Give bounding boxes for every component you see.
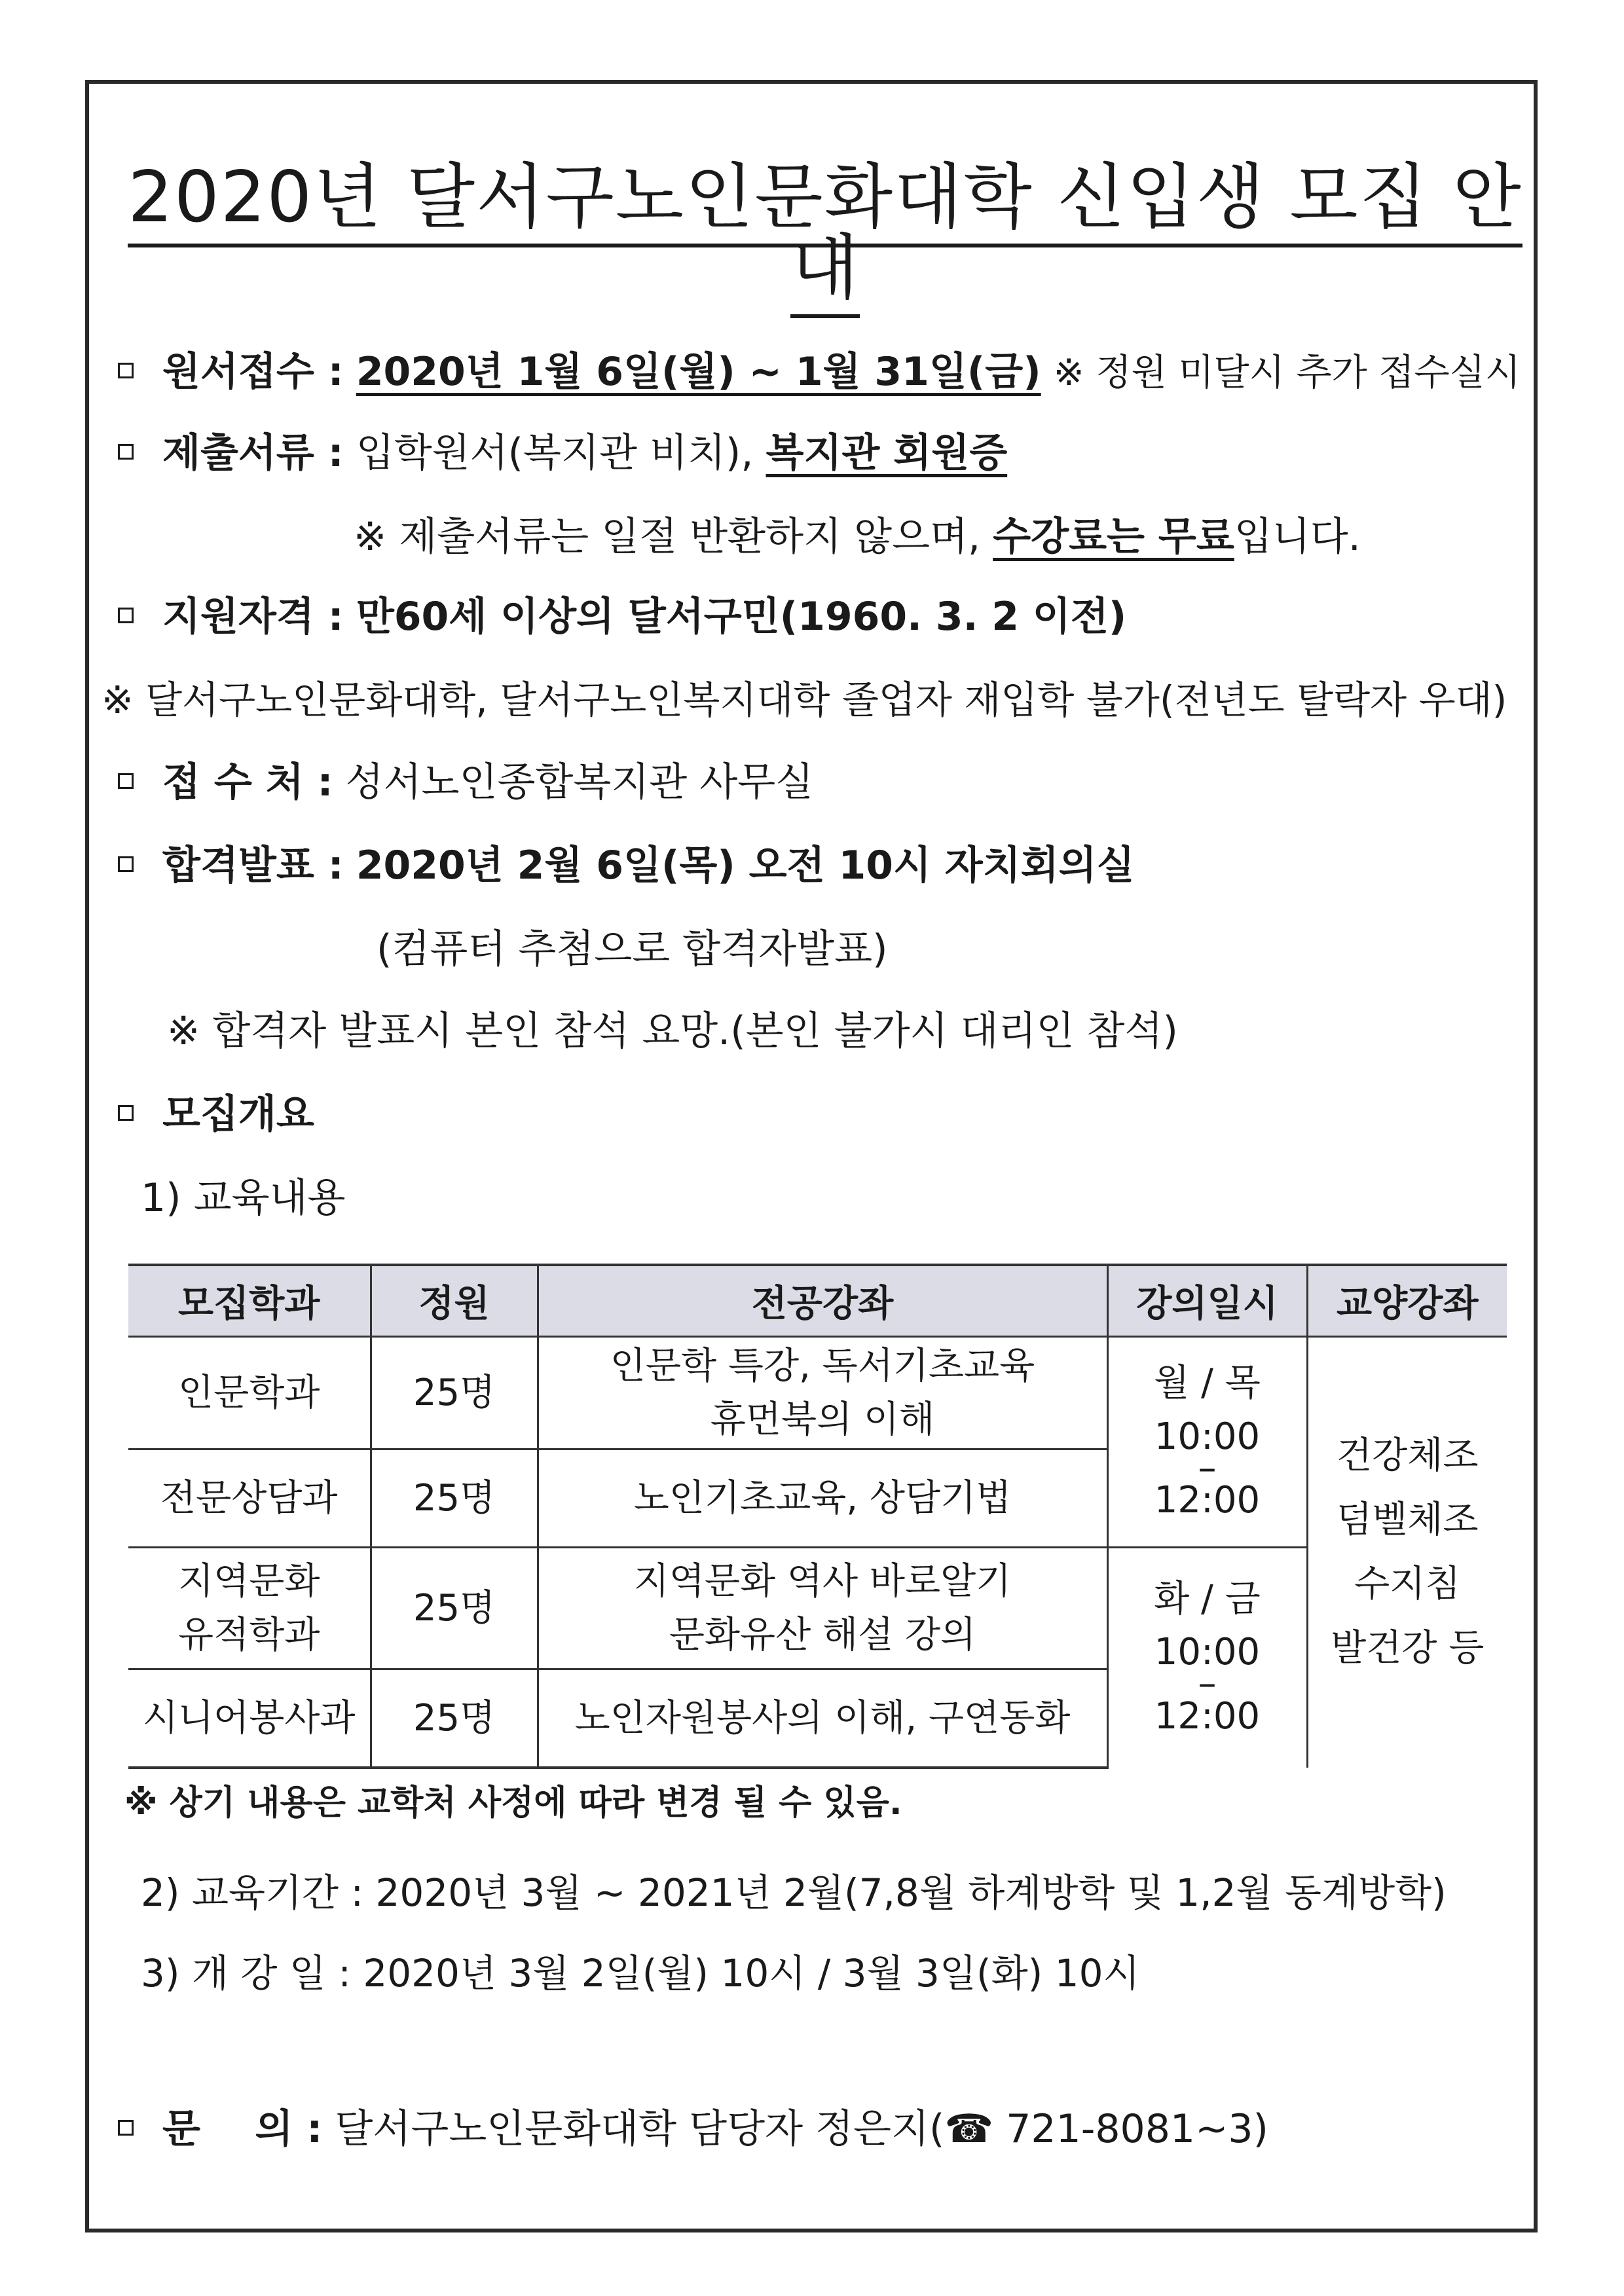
liberal-item: 덤벨체조 (1337, 1499, 1479, 1542)
documents-text: 입학원서(복지관 비치), (356, 430, 754, 476)
overview-row (118, 1091, 314, 1137)
schedule-days: 화 / 금 (1154, 1578, 1261, 1621)
contact-label: 문 의 : (162, 2106, 323, 2152)
schedule-end: 12:00 (1154, 1695, 1261, 1738)
schedule-dash: – (1198, 1662, 1217, 1705)
header-schedule: 강의일시 (1107, 1265, 1307, 1337)
header-liberal: 교양강좌 (1307, 1265, 1507, 1337)
bullet-box-icon (118, 2120, 134, 2136)
bullet-box-icon (118, 773, 134, 789)
table-header-row (128, 1265, 1507, 1337)
page-title: 2020년 달서구노인문화대학 신입생 모집 안내 (118, 162, 1532, 304)
overview-label: 모집개요 (162, 1091, 314, 1137)
dept-cell: 인문학과 (128, 1337, 371, 1449)
contact-text-suffix: 721-8081~3) (993, 2106, 1268, 2152)
announcement-note: ※ 합격자 발표시 본인 참석 요망.(본인 불가시 대리인 참석) (167, 1008, 1178, 1054)
schedule-start: 10:00 (1154, 1415, 1261, 1458)
course-line: 인문학 특강, 독서기초교육 (610, 1345, 1035, 1388)
table-row (128, 1337, 1507, 1449)
quota-cell: 25명 (371, 1337, 538, 1449)
course-line: 휴먼북의 이해 (710, 1398, 935, 1441)
documents-note-fee: 수강료는 무료 (993, 514, 1234, 560)
bullet-box-icon (118, 1105, 134, 1121)
schedule-cell-b (1107, 1548, 1307, 1768)
schedule-cell-a (1107, 1337, 1307, 1548)
reception-text: 성서노인종합복지관 사무실 (345, 759, 814, 805)
application-label: 원서접수 : (162, 349, 344, 395)
education-period: 2) 교육기간 : 2020년 3월 ~ 2021년 2월(7,8월 하계방학 및 1,2월 동계방학) (141, 1870, 1447, 1915)
header-quota: 정원 (371, 1265, 538, 1337)
contact-text-prefix: 달서구노인문화대학 담당자 정은지( (335, 2106, 945, 2152)
eligibility-label: 지원자격 : (162, 594, 344, 640)
schedule-dash: – (1198, 1446, 1217, 1489)
quota-cell: 25명 (371, 1669, 538, 1768)
documents-row (118, 430, 1008, 476)
announcement-row (118, 843, 1135, 888)
bullet-box-icon (118, 444, 134, 460)
course-cell (538, 1337, 1107, 1449)
quota-cell: 25명 (371, 1548, 538, 1669)
dept-line: 지역문화 (178, 1560, 320, 1603)
overview-section1: 1) 교육내용 (141, 1175, 346, 1221)
reception-row (118, 759, 814, 805)
dept-cell (128, 1548, 371, 1669)
quota-cell: 25명 (371, 1449, 538, 1548)
announcement-sub: (컴퓨터 추첨으로 합격자발표) (377, 926, 888, 972)
phone-icon: ☎ (944, 2106, 994, 2152)
dept-cell: 시니어봉사과 (128, 1669, 371, 1768)
education-table (128, 1264, 1507, 1769)
documents-label: 제출서류 : (162, 430, 344, 476)
liberal-item: 건강체조 (1337, 1434, 1479, 1478)
documents-card: 복지관 회원증 (766, 430, 1008, 476)
bullet-box-icon (118, 363, 134, 378)
application-period: 2020년 1월 6일(월) ~ 1월 31일(금) (356, 349, 1041, 395)
eligibility-text: 만60세 이상의 달서구민(1960. 3. 2 이전) (356, 594, 1127, 640)
reception-label: 접 수 처 : (162, 759, 333, 805)
contact-row (118, 2106, 1268, 2152)
bullet-box-icon (118, 608, 134, 623)
liberal-item: 수지침 (1354, 1563, 1461, 1606)
table-row (128, 1548, 1507, 1669)
dept-cell: 전문상담과 (128, 1449, 371, 1548)
liberal-item: 발건강 등 (1331, 1627, 1485, 1670)
announcement-text: 2020년 2월 6일(목) 오전 10시 자치회의실 (356, 843, 1135, 888)
schedule-days: 월 / 목 (1154, 1362, 1261, 1405)
course-line: 지역문화 역사 바로알기 (633, 1560, 1012, 1603)
course-cell: 노인기초교육, 상담기법 (538, 1449, 1107, 1548)
eligibility-note: ※ 달서구노인문화대학, 달서구노인복지대학 졸업자 재입학 불가(전년도 탈락자 우대) (101, 678, 1507, 722)
application-row (118, 349, 1521, 395)
header-dept: 모집학과 (128, 1265, 371, 1337)
bullet-box-icon (118, 856, 134, 872)
documents-note-suffix: 입니다. (1234, 514, 1361, 560)
liberal-cell (1307, 1337, 1507, 1768)
documents-note-prefix: ※ 제출서류는 일절 반환하지 않으며, (354, 514, 981, 560)
documents-note (354, 514, 1361, 560)
dept-line: 유적학과 (178, 1613, 320, 1656)
opening-date: 3) 개 강 일 : 2020년 3월 2일(월) 10시 / 3월 3일(화) 10시 (141, 1951, 1140, 1995)
course-cell (538, 1548, 1107, 1669)
application-note: ※ 정원 미달시 추가 접수실시 (1053, 352, 1521, 394)
table-note: ※ 상기 내용은 교학처 사정에 따라 변경 될 수 있음. (124, 1783, 902, 1823)
schedule-start: 10:00 (1154, 1631, 1261, 1674)
schedule-end: 12:00 (1154, 1479, 1261, 1522)
header-major: 전공강좌 (538, 1265, 1107, 1337)
course-cell: 노인자원봉사의 이해, 구연동화 (538, 1669, 1107, 1768)
announcement-label: 합격발표 : (162, 843, 344, 888)
eligibility-row (118, 594, 1127, 640)
course-line: 문화유산 해설 강의 (669, 1613, 976, 1656)
